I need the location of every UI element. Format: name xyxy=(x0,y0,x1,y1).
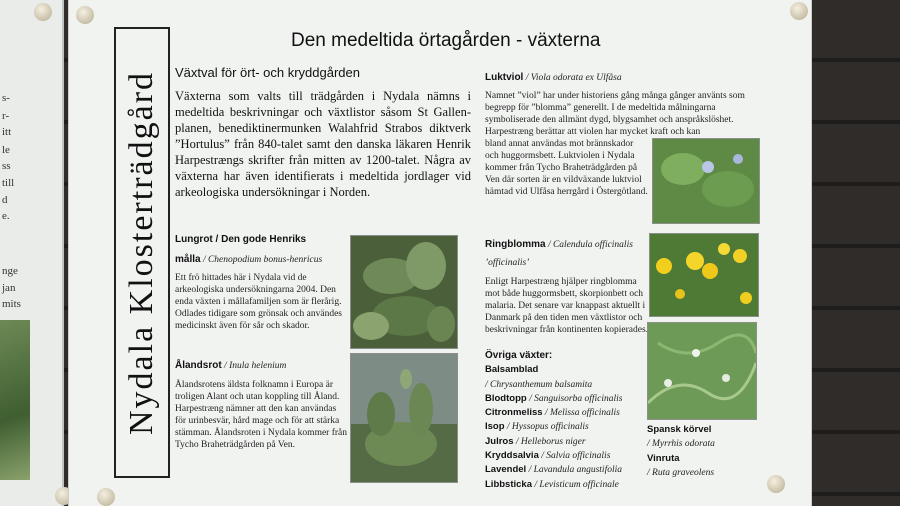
myrrhis-photo xyxy=(647,322,757,420)
ringblomma-latin: Calendula officinalis ’officinalis’ xyxy=(485,240,633,268)
fragment-text: d xyxy=(2,194,8,206)
lungrot-heading: Lungrot / Den gode Henriks xyxy=(175,234,307,245)
fragment-text: nge xyxy=(2,265,18,277)
fragment-text: mits xyxy=(2,298,21,310)
other-plants-list xyxy=(485,350,623,491)
screw xyxy=(767,475,785,493)
list-item: Balsamblad xyxy=(485,364,539,376)
alandsrot-text: Ålandsrotens äldsta folknamn i Europa är troligen Alant och utan koppling till Åland. Harpestræng nämner att den kan användas för urinbesvär, hård mage och för att stärka stämman. Ålandsroten i Nydala kommer från Tycho Braheträdgården på Ven. xyxy=(175,380,348,450)
lungrot-latin: Chenopodium bonus-henricus xyxy=(207,255,323,265)
extra-plants-list xyxy=(647,422,715,479)
list-item: Lavendel / Lavandula angustifolia xyxy=(485,464,622,476)
list-item: Libbsticka / Levisticum officinale xyxy=(485,478,619,490)
separator: / xyxy=(545,240,553,250)
list-item: Blodtopp / Sanguisorba officinalis xyxy=(485,392,623,404)
fragment-text: r- xyxy=(2,110,10,122)
lungrot-text: Ett frö hittades här i Nydala vid de arkeologiska undersökningarna 2004. Den enda växten i mållafamiljen som är flerårig. Odlades tidigare som grönsak och användes medicinskt även för sår och skador. xyxy=(175,273,342,331)
alandsrot-heading: Ålandsrot xyxy=(175,360,222,371)
fragment-text: e. xyxy=(2,210,10,222)
list-item: Kryddsalvia / Salvia officinalis xyxy=(485,450,611,462)
list-item: Vinruta xyxy=(647,452,680,464)
inula-photo xyxy=(350,353,458,483)
sign-title: Den medeltida örtagården - växterna xyxy=(291,30,601,51)
list-item: Julros / Helleborus niger xyxy=(485,435,586,447)
adjacent-sign xyxy=(0,0,64,506)
intro-heading: Växtval för ört- och kryddgården xyxy=(175,65,360,80)
fragment-text: itt xyxy=(2,126,12,138)
list-item: / Myrrhis odorata xyxy=(647,439,715,450)
luktviol-text-1: Namnet ”viol” har under historiens gång många gånger använts som begrepp för ”blomma” generellt. I de medeltida målningarna symboliserade den allmänt dygd, blygsamhet och anspråkslöshet. Harpestræng berättar att violen har mycket kraft och kan xyxy=(485,91,745,137)
ringblomma-heading: Ringblomma xyxy=(485,239,546,250)
fragment-text: s- xyxy=(2,92,10,104)
list-item: Spansk körvel xyxy=(647,424,712,435)
luktviol-heading: Luktviol xyxy=(485,72,524,83)
screw xyxy=(34,3,52,21)
vertical-title: Nydala Klosterträdgård xyxy=(123,70,160,436)
fragment-photo xyxy=(0,320,30,480)
luktviol-text-2: bland annat användas mot brännskador och huggormsbett. Luktviolen i Nydala kommer från Tycho Braheträdgården på Ven där sorten är en vildväxande luktviol hämtad vid Ulfåsa herrgård i Östergötland. xyxy=(485,139,648,197)
fragment-text: till xyxy=(2,177,15,189)
separator: / xyxy=(523,73,531,83)
ringblomma-section xyxy=(485,234,649,336)
screw xyxy=(790,2,808,20)
information-sign xyxy=(68,0,812,506)
alandsrot-section xyxy=(175,355,349,451)
viola-photo xyxy=(652,138,760,224)
fragment-text: ss xyxy=(2,160,11,172)
calendula-photo xyxy=(649,233,759,317)
lungrot-section xyxy=(175,234,349,332)
list-item: Isop / Hyssopus officinalis xyxy=(485,421,589,433)
alandsrot-latin: Inula helenium xyxy=(229,361,287,371)
separator: / xyxy=(200,255,208,265)
list-item: / Chrysanthemum balsamita xyxy=(485,379,593,390)
luktviol-latin: Viola odorata ex Ulfåsa xyxy=(530,73,622,83)
screw xyxy=(76,6,94,24)
intro-section xyxy=(175,65,471,200)
list-item: Citronmeliss / Melissa officinalis xyxy=(485,407,620,419)
fragment-text: jan xyxy=(2,282,16,294)
screw xyxy=(97,488,115,506)
chenopodium-photo xyxy=(350,235,458,349)
list-item: / Ruta graveolens xyxy=(647,467,715,478)
separator: / xyxy=(221,361,230,371)
intro-text: Växterna som valts till trädgården i Nydala nämns i medeltida beskrivningar och växtlistor såsom St Gallen-planen, benediktinermunken Walahfrid Strabos diktverk ”Hortulus” från 840-talet samt den danska läkaren Henrik Harpestrængs skrifter från mitten av 1200-talet. Några av växterna har även identifierats i medeltida jordlager vid arkeologiska undersökningar i Norden. xyxy=(175,89,471,199)
fragment-text: le xyxy=(2,144,10,156)
other-plants-heading: Övriga växter: xyxy=(485,350,553,361)
lungrot-heading-cont: målla xyxy=(175,254,201,265)
ringblomma-text: Enligt Harpestræng hjälper ringblomma mot både huggormsbett, skorpionbett och malaria. Det senare var knappast aktuellt i Danmark på den tiden men växtlistor och beskrivningar från kontinenten kopierades. xyxy=(485,277,649,335)
